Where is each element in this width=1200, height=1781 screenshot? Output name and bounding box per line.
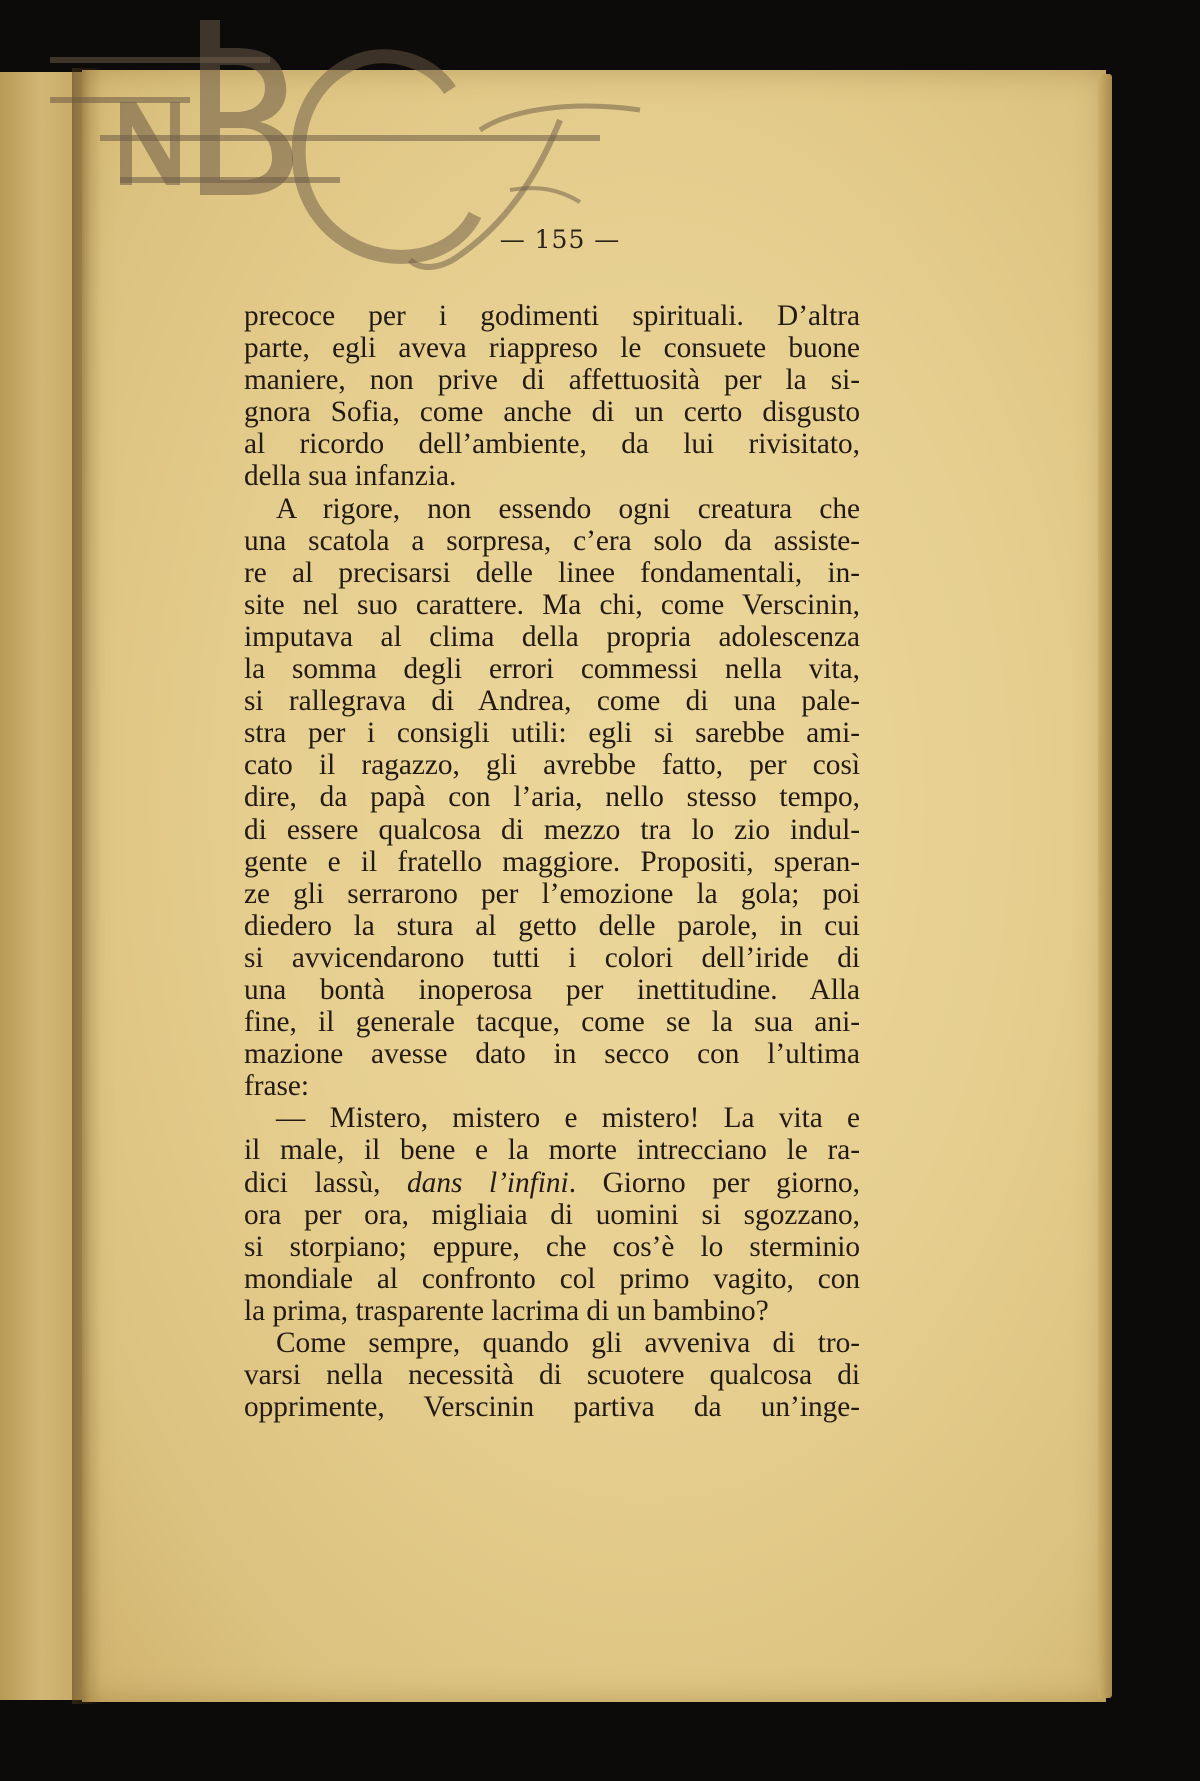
- text-line: gnora Sofia, come anche di un certo disgusto: [244, 396, 860, 429]
- text-line: diedero la stura al getto delle parole, in cui: [244, 909, 860, 942]
- text-line: cato il ragazzo, gli avrebbe fatto, per così: [244, 749, 860, 782]
- text-line: la somma degli errori commessi nella vita,: [244, 653, 860, 686]
- text-line: parte, egli aveva riappreso le consuete buone: [244, 332, 860, 365]
- text-line: mondiale al confronto col primo vagito, con: [244, 1262, 860, 1295]
- text-line: — Mistero, mistero e mistero! La vita e: [276, 1102, 860, 1135]
- text-run: . Giorno per giorno,: [568, 1166, 860, 1199]
- paragraph-1: [244, 300, 860, 493]
- paragraph-4: [244, 1327, 860, 1423]
- text-line: opprimente, Verscinin partiva da un’inge-: [244, 1391, 860, 1424]
- text-line: A rigore, non essendo ogni creatura che: [276, 492, 860, 525]
- page-number: — 155 —: [499, 225, 621, 254]
- text-line: imputava al clima della propria adolescenza: [244, 620, 860, 653]
- paragraph-2: [244, 493, 860, 1103]
- text-line: ora per ora, migliaia di uomini si sgozzano,: [244, 1198, 860, 1231]
- text-run: dici lassù,: [244, 1166, 408, 1199]
- text-line: il male, il bene e la morte intrecciano le ra-: [244, 1134, 860, 1167]
- text-line: Come sempre, quando gli avveniva di tro-: [276, 1327, 860, 1359]
- book-gutter: [72, 68, 102, 1704]
- text-line: site nel suo carattere. Ma chi, come Verscinin,: [244, 588, 860, 621]
- text-line: una scatola a sorpresa, c’era solo da assiste-: [244, 524, 860, 557]
- text-line: varsi nella necessità di scuotere qualcosa di: [244, 1359, 860, 1392]
- text-line: si avvicendarono tutti i colori dell’iride di: [244, 941, 860, 974]
- text-line: maniere, non prive di affettuosità per la si-: [244, 364, 860, 397]
- text-line: stra per i consigli utili: egli si sarebbe ami-: [244, 717, 860, 750]
- text-line: precoce per i godimenti spirituali. D’altra: [244, 300, 860, 332]
- text-line: fine, il generale tacque, come se la sua ani-: [244, 1006, 860, 1039]
- text-line: al ricordo dell’ambiente, da lui rivisitato,: [244, 428, 860, 461]
- text-line: ze gli serrarono per l’emozione la gola; poi: [244, 877, 860, 910]
- body-text: [244, 300, 860, 1423]
- text-line: una bontà inoperosa per inettitudine. Alla: [244, 973, 860, 1006]
- text-line: si storpiano; eppure, che cos’è lo sterminio: [244, 1230, 860, 1263]
- text-line: mazione avesse dato in secco con l’ultima: [244, 1038, 860, 1071]
- page-right-edge: [1098, 74, 1112, 1698]
- italic-phrase: dans l’infini: [407, 1166, 569, 1199]
- text-line: dire, da papà con l’aria, nello stesso tempo,: [244, 781, 860, 814]
- text-line-with-italic: [244, 1167, 860, 1199]
- text-line: la prima, trasparente lacrima di un bambino?: [244, 1294, 769, 1327]
- text-line: si rallegrava di Andrea, come di una pale-: [244, 685, 860, 718]
- text-line: re al precisarsi delle linee fondamentali, in-: [244, 556, 860, 589]
- text-line: frase:: [244, 1070, 310, 1103]
- text-line: della sua infanzia.: [244, 460, 457, 493]
- text-line: gente e il fratello maggiore. Propositi, speran-: [244, 845, 860, 878]
- paragraph-3: [244, 1102, 860, 1327]
- text-line: di essere qualcosa di mezzo tra lo zio indul-: [244, 813, 860, 846]
